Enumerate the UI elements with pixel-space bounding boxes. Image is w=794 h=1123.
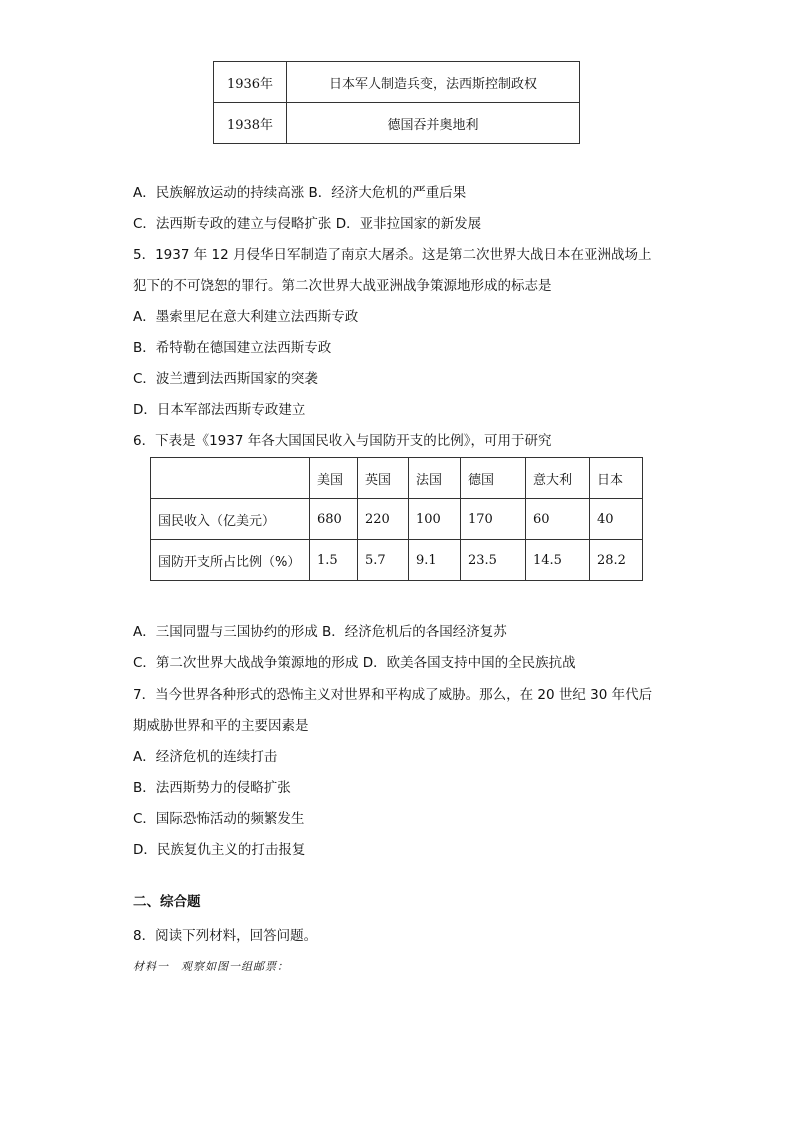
- table-row: [151, 540, 643, 581]
- header-cell: 英国: [358, 458, 409, 499]
- table-row: [151, 499, 643, 540]
- value-cell: 40: [590, 499, 643, 540]
- material1-caption: 材料一 观察如图一组邮票：: [133, 960, 289, 973]
- defense-spending-table: [150, 457, 643, 581]
- q6-stem: 6．下表是《1937 年各大国国民收入与国防开支的比例》，可用于研究: [133, 433, 552, 449]
- header-cell: 法国: [409, 458, 461, 499]
- event-cell: 德国吞并奥地利: [287, 103, 580, 144]
- q5-option-c: C．波兰遭到法西斯国家的突袭: [133, 371, 318, 387]
- header-cell: 德国: [461, 458, 526, 499]
- value-cell: 170: [461, 499, 526, 540]
- q7-option-c: C．国际恐怖活动的频繁发生: [133, 811, 305, 827]
- header-cell: 日本: [590, 458, 643, 499]
- row-label-cell: 国防开支所占比例（%）: [151, 540, 310, 581]
- section-title: 二、综合题: [133, 894, 201, 910]
- events-table: [213, 61, 580, 144]
- q5-option-d: D．日本军部法西斯专政建立: [133, 402, 306, 418]
- table-header-row: [151, 458, 643, 499]
- value-cell: 23.5: [461, 540, 526, 581]
- q6-options-line2: C．第二次世界大战战争策源地的形成 D．欧美各国支持中国的全民族抗战: [133, 655, 576, 671]
- value-cell: 220: [358, 499, 409, 540]
- q7-option-b: B．法西斯势力的侵略扩张: [133, 780, 291, 796]
- value-cell: 100: [409, 499, 461, 540]
- q7-option-a: A．经济危机的连续打击: [133, 749, 278, 765]
- q8-stem: 8．阅读下列材料，回答问题。: [133, 928, 318, 944]
- q7-option-d: D．民族复仇主义的打击报复: [133, 842, 306, 858]
- event-cell: 日本军人制造兵变，法西斯控制政权: [287, 62, 580, 103]
- year-cell: 1936年: [214, 62, 287, 103]
- q7-stem-line1: 7．当今世界各种形式的恐怖主义对世界和平构成了威胁。那么，在 20 世纪 30 年代后: [133, 687, 653, 703]
- q6-options-line1: A．三国同盟与三国协约的形成 B．经济危机后的各国经济复苏: [133, 624, 507, 640]
- table-row: [214, 62, 580, 103]
- q5-option-b: B．希特勒在德国建立法西斯专政: [133, 340, 332, 356]
- value-cell: 5.7: [358, 540, 409, 581]
- header-cell: [151, 458, 310, 499]
- value-cell: 28.2: [590, 540, 643, 581]
- table-row: [214, 103, 580, 144]
- header-cell: 美国: [310, 458, 358, 499]
- q7-stem-line2: 期威胁世界和平的主要因素是: [133, 718, 309, 734]
- header-cell: 意大利: [526, 458, 590, 499]
- q5-option-a: A．墨索里尼在意大利建立法西斯专政: [133, 309, 359, 325]
- value-cell: 60: [526, 499, 590, 540]
- value-cell: 1.5: [310, 540, 358, 581]
- q5-stem-line1: 5．1937 年 12 月侵华日军制造了南京大屠杀。这是第二次世界大战日本在亚洲战场上: [133, 247, 652, 263]
- value-cell: 9.1: [409, 540, 461, 581]
- q4-options-line1: A．民族解放运动的持续高涨 B．经济大危机的严重后果: [133, 185, 467, 201]
- value-cell: 680: [310, 499, 358, 540]
- year-cell: 1938年: [214, 103, 287, 144]
- value-cell: 14.5: [526, 540, 590, 581]
- row-label-cell: 国民收入（亿美元）: [151, 499, 310, 540]
- q4-options-line2: C．法西斯专政的建立与侵略扩张 D．亚非拉国家的新发展: [133, 216, 482, 232]
- q5-stem-line2: 犯下的不可饶恕的罪行。第二次世界大战亚洲战争策源地形成的标志是: [133, 278, 552, 294]
